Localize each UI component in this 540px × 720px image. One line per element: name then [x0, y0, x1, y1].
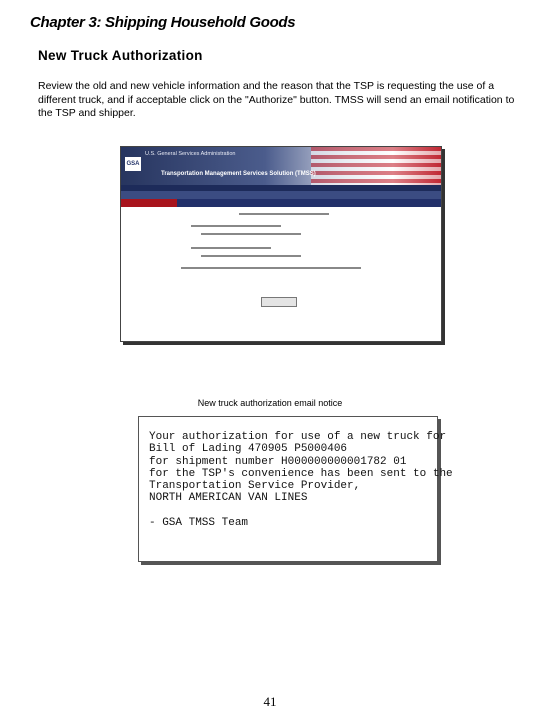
flag-graphic: [311, 147, 441, 185]
page-number: 41: [263, 694, 277, 709]
menu-bar: [121, 191, 441, 199]
tmss-screenshot: [120, 146, 442, 342]
form-text-line: [181, 267, 361, 269]
intro-paragraph: Review the old and new vehicle information and the reason that the TSP is requesting the use of a different truck, and if acceptable click on the "Authorize" button. TMSS will send an email notification to the TSP and shipper.: [38, 80, 515, 119]
tab-bar-active: [121, 199, 177, 207]
section-title: New Truck Authorization: [38, 48, 203, 63]
email-body: Your authorization for use of a new truck for Bill of Lading 470905 P5000406 for shipment number H000000000001782 01 for the TSP's convenience has been sent to the Transportation Service Provider, NORTH AMERICAN VAN LINES - GSA TMSS Team: [149, 431, 453, 530]
chapter-title: Chapter 3: Shipping Household Goods: [30, 14, 296, 31]
form-text-line: [191, 225, 281, 227]
form-text-line: [191, 247, 271, 249]
form-text-line: [201, 233, 301, 235]
email-caption: New truck authorization email notice: [197, 398, 343, 408]
authorize-button[interactable]: [261, 297, 297, 307]
gsa-logo: GSA: [125, 157, 141, 171]
agency-name: U.S. General Services Administration: [145, 151, 236, 157]
app-title: Transportation Management Services Solution (TMSS): [161, 171, 316, 177]
form-heading-line: [239, 213, 329, 215]
tab-bar: [177, 199, 441, 207]
form-text-line: [201, 255, 301, 257]
email-notice: [138, 416, 453, 562]
